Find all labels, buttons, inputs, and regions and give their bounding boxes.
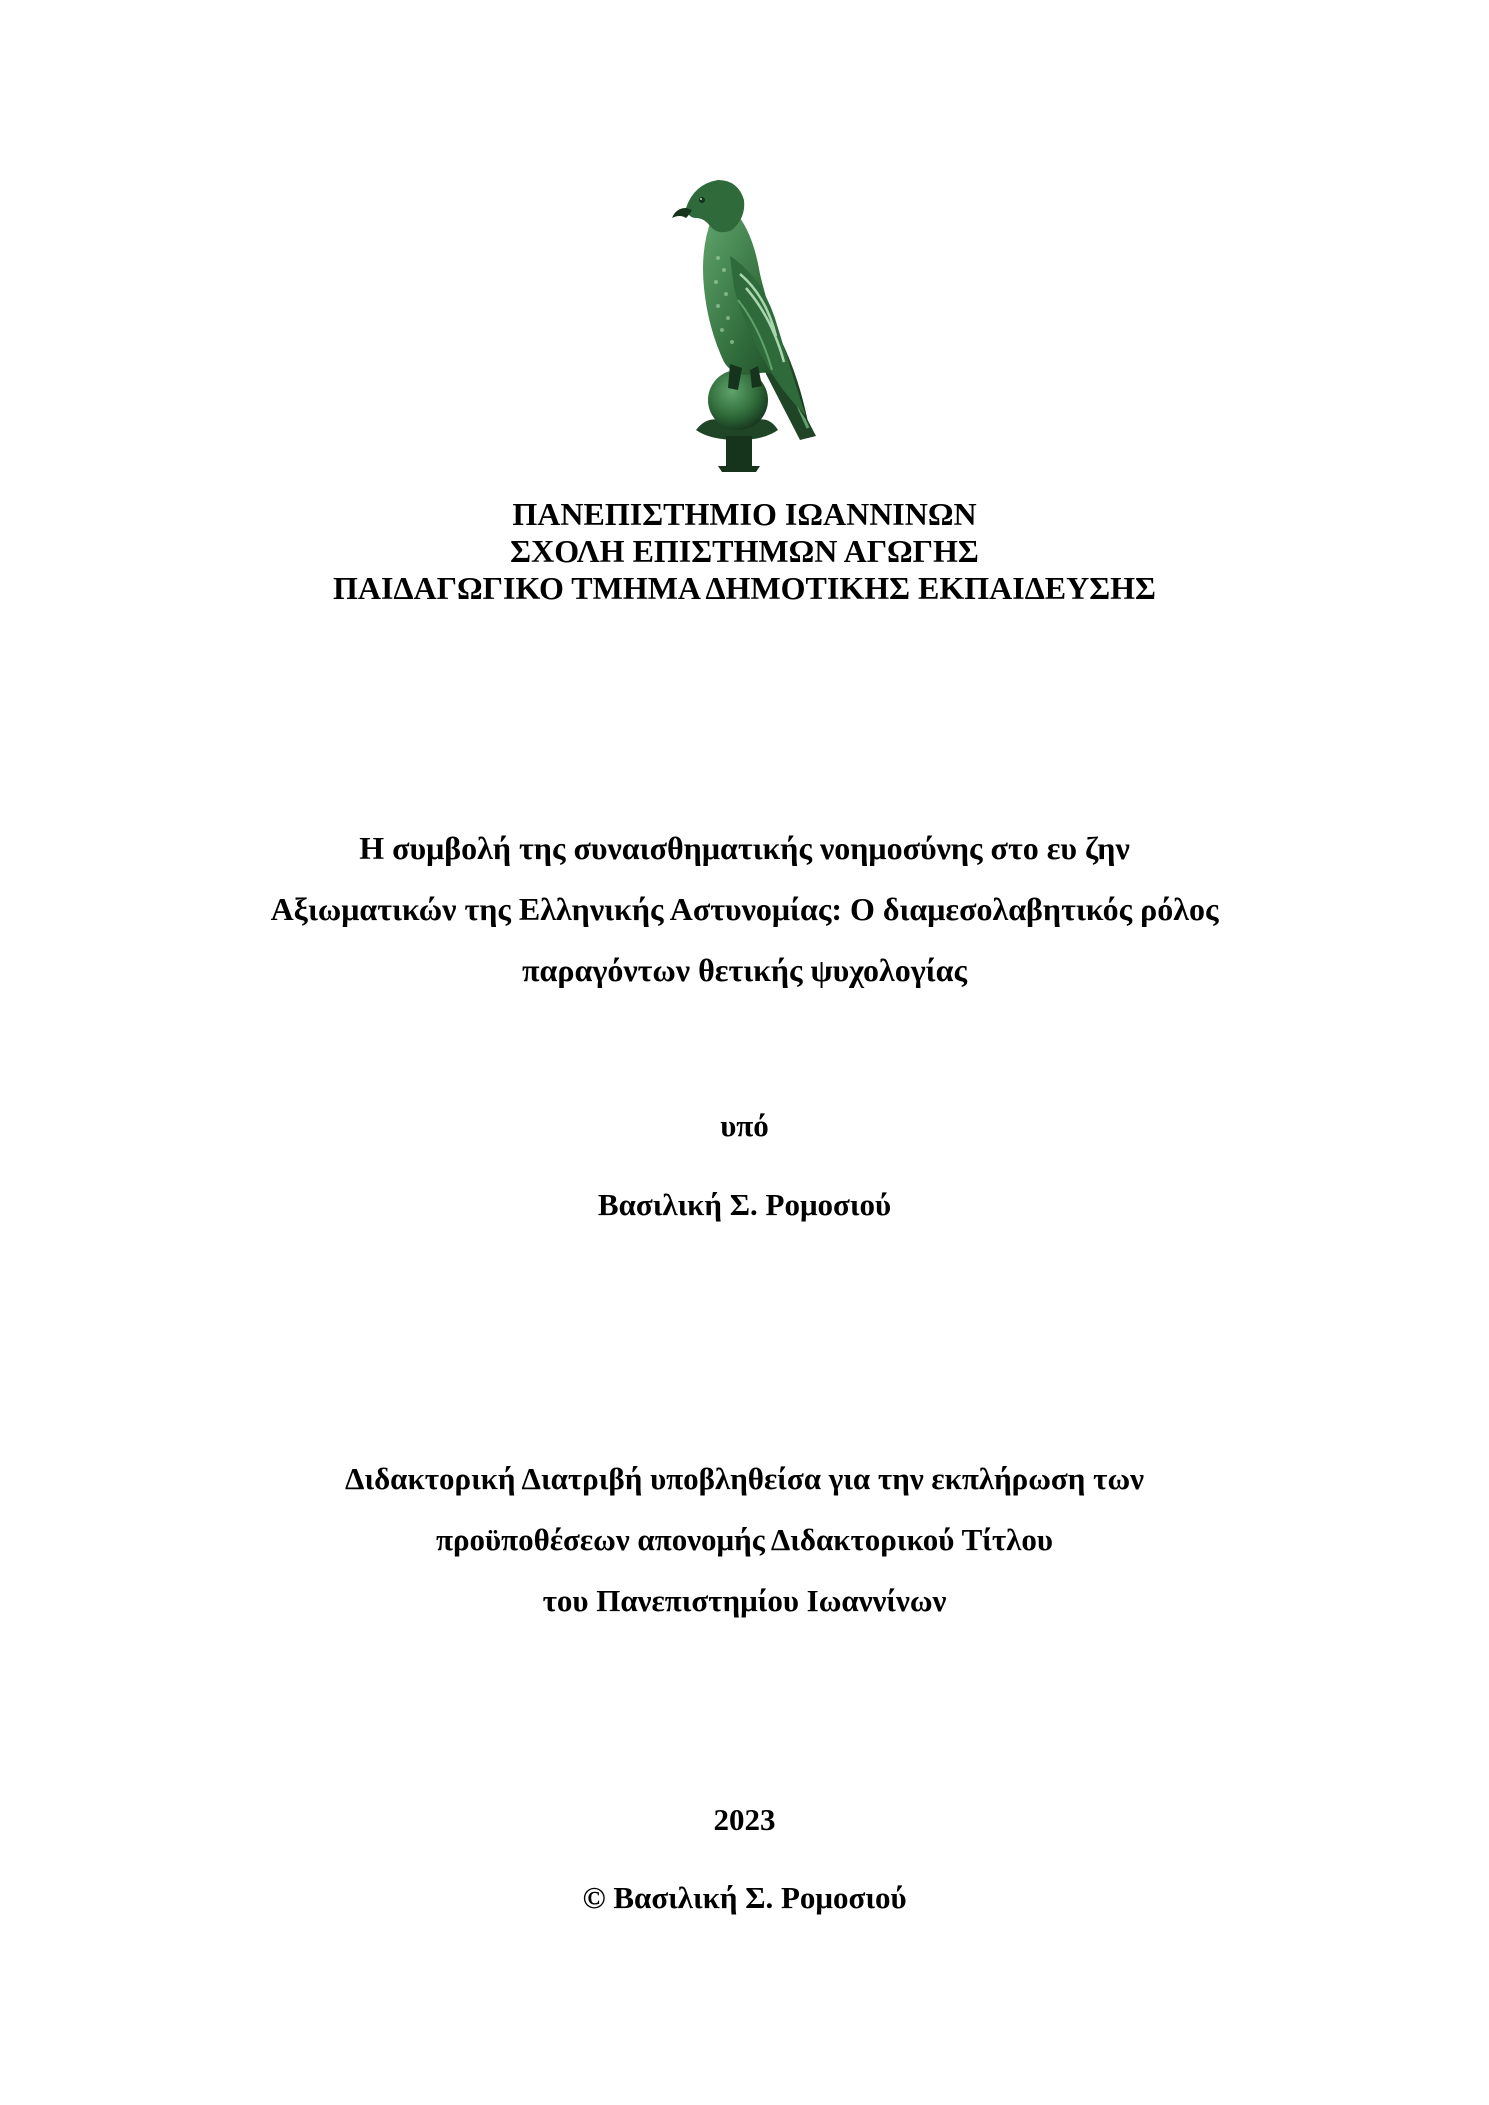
- publication-year: [0, 1800, 1489, 1840]
- by-label-text: υπό: [720, 1108, 769, 1143]
- by-label: [0, 1106, 1489, 1146]
- institution-block: [0, 496, 1489, 607]
- copyright-notice: [0, 1878, 1489, 1918]
- description-line: Διδακτορική Διατριβή υποβληθείσα για την εκπλήρωση των: [345, 1461, 1144, 1496]
- department-name: ΠΑΙΔΑΓΩΓΙΚΟ ΤΜΗΜΑ ΔΗΜΟΤΙΚΗΣ ΕΚΠΑΙΔΕΥΣΗΣ: [333, 570, 1156, 606]
- title-line: Αξιωματικών της Ελληνικής Αστυνομίας: Ο διαμεσολαβητικός ρόλος: [270, 891, 1219, 927]
- author-name-text: Βασιλική Σ. Ρομοσιού: [597, 1187, 892, 1222]
- title-line: Η συμβολή της συναισθηματικής νοημοσύνης στο ευ ζην: [359, 830, 1130, 866]
- university-name: ΠΑΝΕΠΙΣΤΗΜΙΟ ΙΩΑΝΝΙΝΩΝ: [512, 496, 977, 532]
- dissertation-description: [0, 1448, 1489, 1631]
- description-line: προϋποθέσεων απονομής Διδακτορικού Τίτλου: [435, 1522, 1053, 1557]
- school-name: ΣΧΟΛΗ ΕΠΙΣΤΗΜΩΝ ΑΓΩΓΗΣ: [510, 533, 979, 569]
- eagle-emblem-icon: [668, 178, 828, 472]
- year-text: 2023: [713, 1802, 776, 1837]
- copyright-text: © Βασιλική Σ. Ρομοσιού: [582, 1880, 907, 1915]
- description-line: του Πανεπιστημίου Ιωαννίνων: [542, 1583, 947, 1618]
- thesis-title: [0, 818, 1489, 1001]
- title-line: παραγόντων θετικής ψυχολογίας: [521, 952, 967, 988]
- author-name: [0, 1185, 1489, 1225]
